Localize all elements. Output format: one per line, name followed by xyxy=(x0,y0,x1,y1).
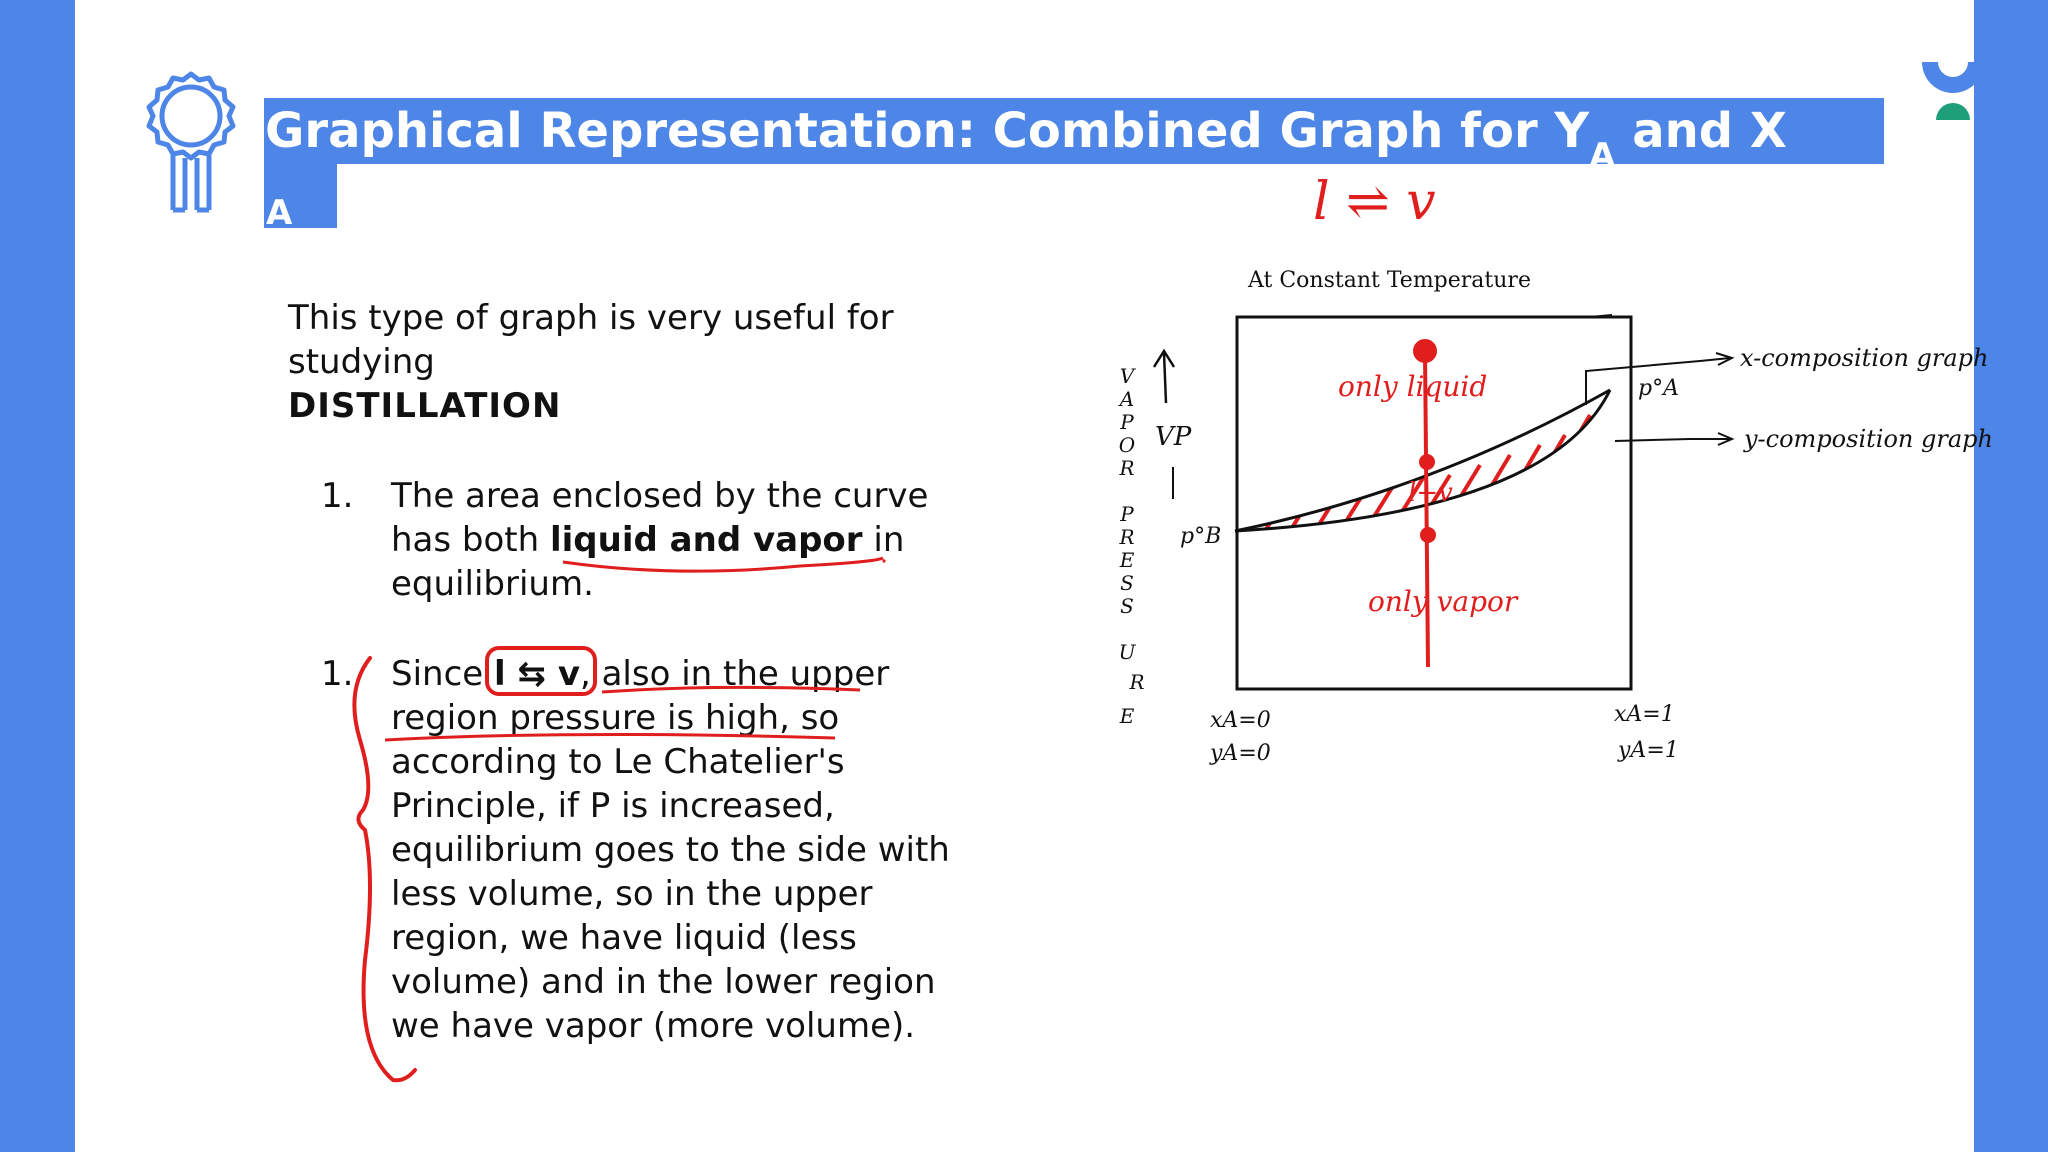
y-letter: S xyxy=(1120,594,1134,618)
y-letter: P xyxy=(1120,410,1134,434)
intro-line-2: studying xyxy=(288,342,435,382)
y-letter: E xyxy=(1119,704,1135,728)
handwritten-equilibrium: l ⇌ v xyxy=(1313,172,1436,232)
point-2-line-6: less volume, so in the upper xyxy=(391,874,873,914)
graph-title: At Constant Temperature xyxy=(1248,268,1531,293)
underline-liquid-vapor-tick xyxy=(883,560,885,562)
l-plus-v-label: l+v xyxy=(1408,478,1453,508)
point-2-line-5: equilibrium goes to the side with xyxy=(391,830,950,870)
vp-label: VP xyxy=(1155,422,1192,452)
vapor-pressure-graph xyxy=(1030,255,1993,775)
point-2-number: 1. xyxy=(321,654,354,694)
right-y-label: yA=1 xyxy=(1618,738,1679,763)
slide xyxy=(75,0,1993,1147)
intro-line-1: This type of graph is very useful for xyxy=(288,298,894,338)
point-1-line-3: equilibrium. xyxy=(391,564,594,604)
point-2-line-4: Principle, if P is increased, xyxy=(391,786,835,826)
point-1-number: 1. xyxy=(321,476,354,516)
right-x-label: xA=1 xyxy=(1614,702,1675,727)
only-vapor-label: only vapor xyxy=(1368,585,1518,618)
y-letter: R xyxy=(1119,456,1135,480)
point-2-line-9: we have vapor (more volume). xyxy=(391,1006,916,1046)
lower-intersection xyxy=(1420,527,1436,543)
up-arrow-icon xyxy=(1154,351,1174,403)
y-letter: V xyxy=(1119,364,1135,388)
left-blue-bar xyxy=(0,0,75,1152)
y-letter: A xyxy=(1119,387,1135,411)
x-composition-label: x-composition graph xyxy=(1740,344,1989,372)
title-suffix: and X xyxy=(1615,103,1787,159)
underline-region xyxy=(385,734,835,740)
intro-distillation: DISTILLATION xyxy=(288,386,562,426)
circle-l-v xyxy=(487,648,595,694)
y-letter: O xyxy=(1118,433,1136,457)
left-y-label: yA=0 xyxy=(1210,741,1271,766)
point-2-before: Since xyxy=(391,654,494,694)
point-2-line-3: according to Le Chatelier's xyxy=(391,742,845,782)
upper-intersection xyxy=(1419,454,1435,470)
title-prefix: Graphical Representation: Combined Graph for Y xyxy=(265,103,1590,159)
title-y-subscript: A xyxy=(1589,136,1616,176)
point-2-line-8: volume) and in the lower region xyxy=(391,962,936,1002)
y-letter: R xyxy=(1129,670,1145,694)
top-point xyxy=(1413,339,1437,363)
point-1-before: has both xyxy=(391,520,550,560)
y-letter: E xyxy=(1119,548,1135,572)
p-b-label: p°B xyxy=(1180,524,1222,549)
y-letter: R xyxy=(1119,525,1135,549)
underline-liquid-vapor xyxy=(563,558,883,571)
p-a-label: p°A xyxy=(1638,376,1679,401)
y-letter: S xyxy=(1120,571,1134,595)
point-1-line-1: The area enclosed by the curve xyxy=(391,476,929,516)
right-blue-bar xyxy=(1974,0,2048,1152)
left-x-label: xA=0 xyxy=(1210,708,1271,733)
point-2-after: , also in the upper xyxy=(579,654,890,694)
underline-upper xyxy=(602,687,860,692)
curly-brace xyxy=(354,658,415,1080)
point-1-after: in xyxy=(862,520,905,560)
y-composition-label: y-composition graph xyxy=(1744,425,1993,453)
y-letter: U xyxy=(1118,640,1136,664)
y-letter: P xyxy=(1120,502,1134,526)
point-2-line-7: region, we have liquid (less xyxy=(391,918,857,958)
point-1-bold: liquid and vapor xyxy=(549,520,863,560)
title-x-subscript: A xyxy=(266,193,293,233)
point-2-line-2: region pressure is high, so xyxy=(391,698,840,738)
only-liquid-label: only liquid xyxy=(1338,370,1488,403)
point-2-bold: l ⇆ v xyxy=(494,654,580,694)
y-axis-label xyxy=(1118,364,1145,728)
